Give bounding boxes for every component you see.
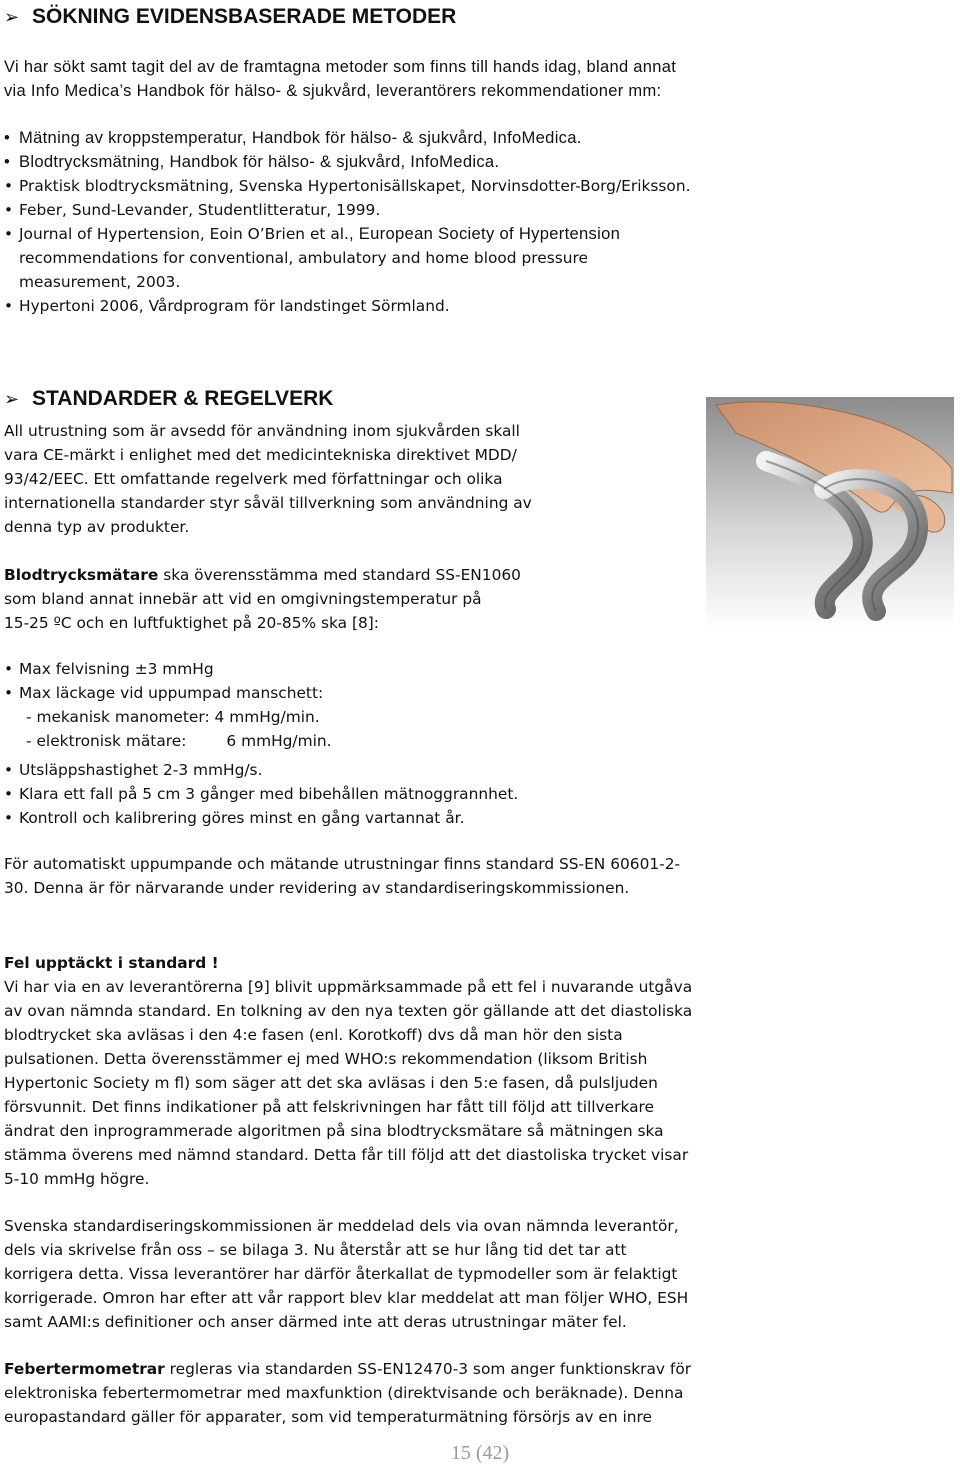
requirements-list-continued [4,758,518,830]
list-item: • Blodtrycksmätning, Handbok för hälso- & sjukvård, InfoMedica. [4,152,500,171]
list-item: • Max felvisning ±3 mmHg [4,660,214,678]
thermometer-term: Febertermometrar [4,1360,165,1378]
thermometer-paragraph: Febertermometrar regleras via standarden SS-EN12470-3 som anger funktionskrav för elektroniska febertermometrar med maxfunktion (direktvisande och beräknade). Denna europastandard gäller för apparater, som vid temperaturmätning försörjs av en inre [4,1360,692,1426]
error-title: Fel upptäckt i standard ! [4,954,219,972]
standards-commission-paragraph: Svenska standardiseringskommissionen är meddelad dels via ovan nämnda leverantör, dels via skrivelse från oss – se bilaga 3. Nu återstår att se hur lång tid det tar att korrigera detta. Vissa leverantörer har därför återkallat de typmodeller som är felaktigt korrigerade. Omron har efter att vår rapport blev klar meddelat att man följer WHO, ESH samt AAMI:s definitioner och anser därmed inte att deras utrustningar mäter fel. [4,1217,689,1331]
section-heading-search [4,4,456,31]
intro-line: Vi har sökt samt tagit del av de framtagna metoder som finns till hands idag, bland annat [4,58,677,76]
list-item: • Kontroll och kalibrering göres minst en gång vartannat år. [4,809,465,827]
list-item: • Hypertoni 2006, Vårdprogram för landstinget Sörmland. [4,297,450,315]
automatic-equipment-paragraph: För automatiskt uppumpande och mätande utrustningar finns standard SS-EN 60601-2- 30. Denna är för närvarande under revidering av standardiseringskommissionen. [4,855,681,897]
requirements-list [4,657,332,753]
source-list [4,126,582,174]
list-item-continuation: measurement, 2003. [19,273,181,291]
standards-paragraph: All utrustning som är avsedd för användning inom sjukvården skall vara CE-märkt i enlighet med det medicintekniska direktivet MDD/ 93/42/EEC. Ett omfattande regelverk med författningar och olika internationella standarder styr såväl tillverkning som användning av denna typ av produkter. [4,422,532,536]
standard-error-paragraph: Fel upptäckt i standard ! Vi har via en av leverantörerna [9] blivit uppmärksammade på ett fel i nuvarande utgåva av ovan nämnda standard. En tolkning av den nya texten gör gällande att det diastoliska blodtrycket ska avläsas i den 4:e fasen (enl. Korotkoff) dvs då man hör den sista pulsationen. Detta överensstämmer ej med WHO:s rekommendation (liksom British Hypertonic Society m fl) som säger att det ska avläsas i den 5:e fasen, då pulsljuden försvunnit. Det finns indikationer på att felskrivningen har fått till följd att tillverkare ändrat den inprogrammerade algoritmen på sina blodtrycksmätare så mätningen ska stämma överens med nämnd standard. Detta får till följd att det diastoliska trycket visar 5-10 mmHg högre. [4,951,692,1191]
list-item: • Journal of Hypertension, Eoin O’Brien et al., European Society of Hypertension [4,224,621,243]
list-item: • Utsläppshastighet 2-3 mmHg/s. [4,761,263,779]
heading-text: SÖKNING EVIDENSBASERADE METODER [32,5,457,28]
list-item: • Mätning av kroppstemperatur, Handbok för hälso- & sjukvård, InfoMedica. [4,128,582,147]
section-heading-standards [4,386,333,413]
heading-text: STANDARDER & REGELVERK [32,387,334,410]
list-item: • Max läckage vid uppumpad manschett: [4,684,324,702]
source-list-continued [4,174,690,318]
arrow-bullet-icon: ➢ [4,7,20,28]
sub-item: - elektronisk mätare: 6 mmHg/min. [26,732,332,750]
list-item: • Praktisk blodtrycksmätning, Svenska Hypertonisällskapet, Norvinsdotter-Borg/Eriksson. [4,177,691,195]
sub-item: - mekanisk manometer: 4 mmHg/min. [26,708,320,726]
arrow-bullet-icon: ➢ [4,389,20,410]
intro-paragraph [4,55,676,103]
bp-monitor-term: Blodtrycksmätare [4,566,159,584]
intro-line: via Info Medica’s Handbok för hälso- & sjukvård, leverantörers rekommendationer mm: [4,82,662,100]
list-item: • Klara ett fall på 5 cm 3 gånger med bibehållen mätnoggrannhet. [4,785,519,803]
hand-paragraph-sign-image [706,397,954,629]
list-item: • Feber, Sund-Levander, Studentlitteratur, 1999. [4,201,381,219]
page-number: 15 (42) [450,1442,510,1464]
list-item-continuation: recommendations for conventional, ambulatory and home blood pressure [19,249,588,267]
bp-monitor-paragraph: Blodtrycksmätare ska överensstämma med standard SS-EN1060 som bland annat innebär att vid en omgivningstemperatur på 15-25 ºC och en luftfuktighet på 20-85% ska [8]: [4,566,521,632]
